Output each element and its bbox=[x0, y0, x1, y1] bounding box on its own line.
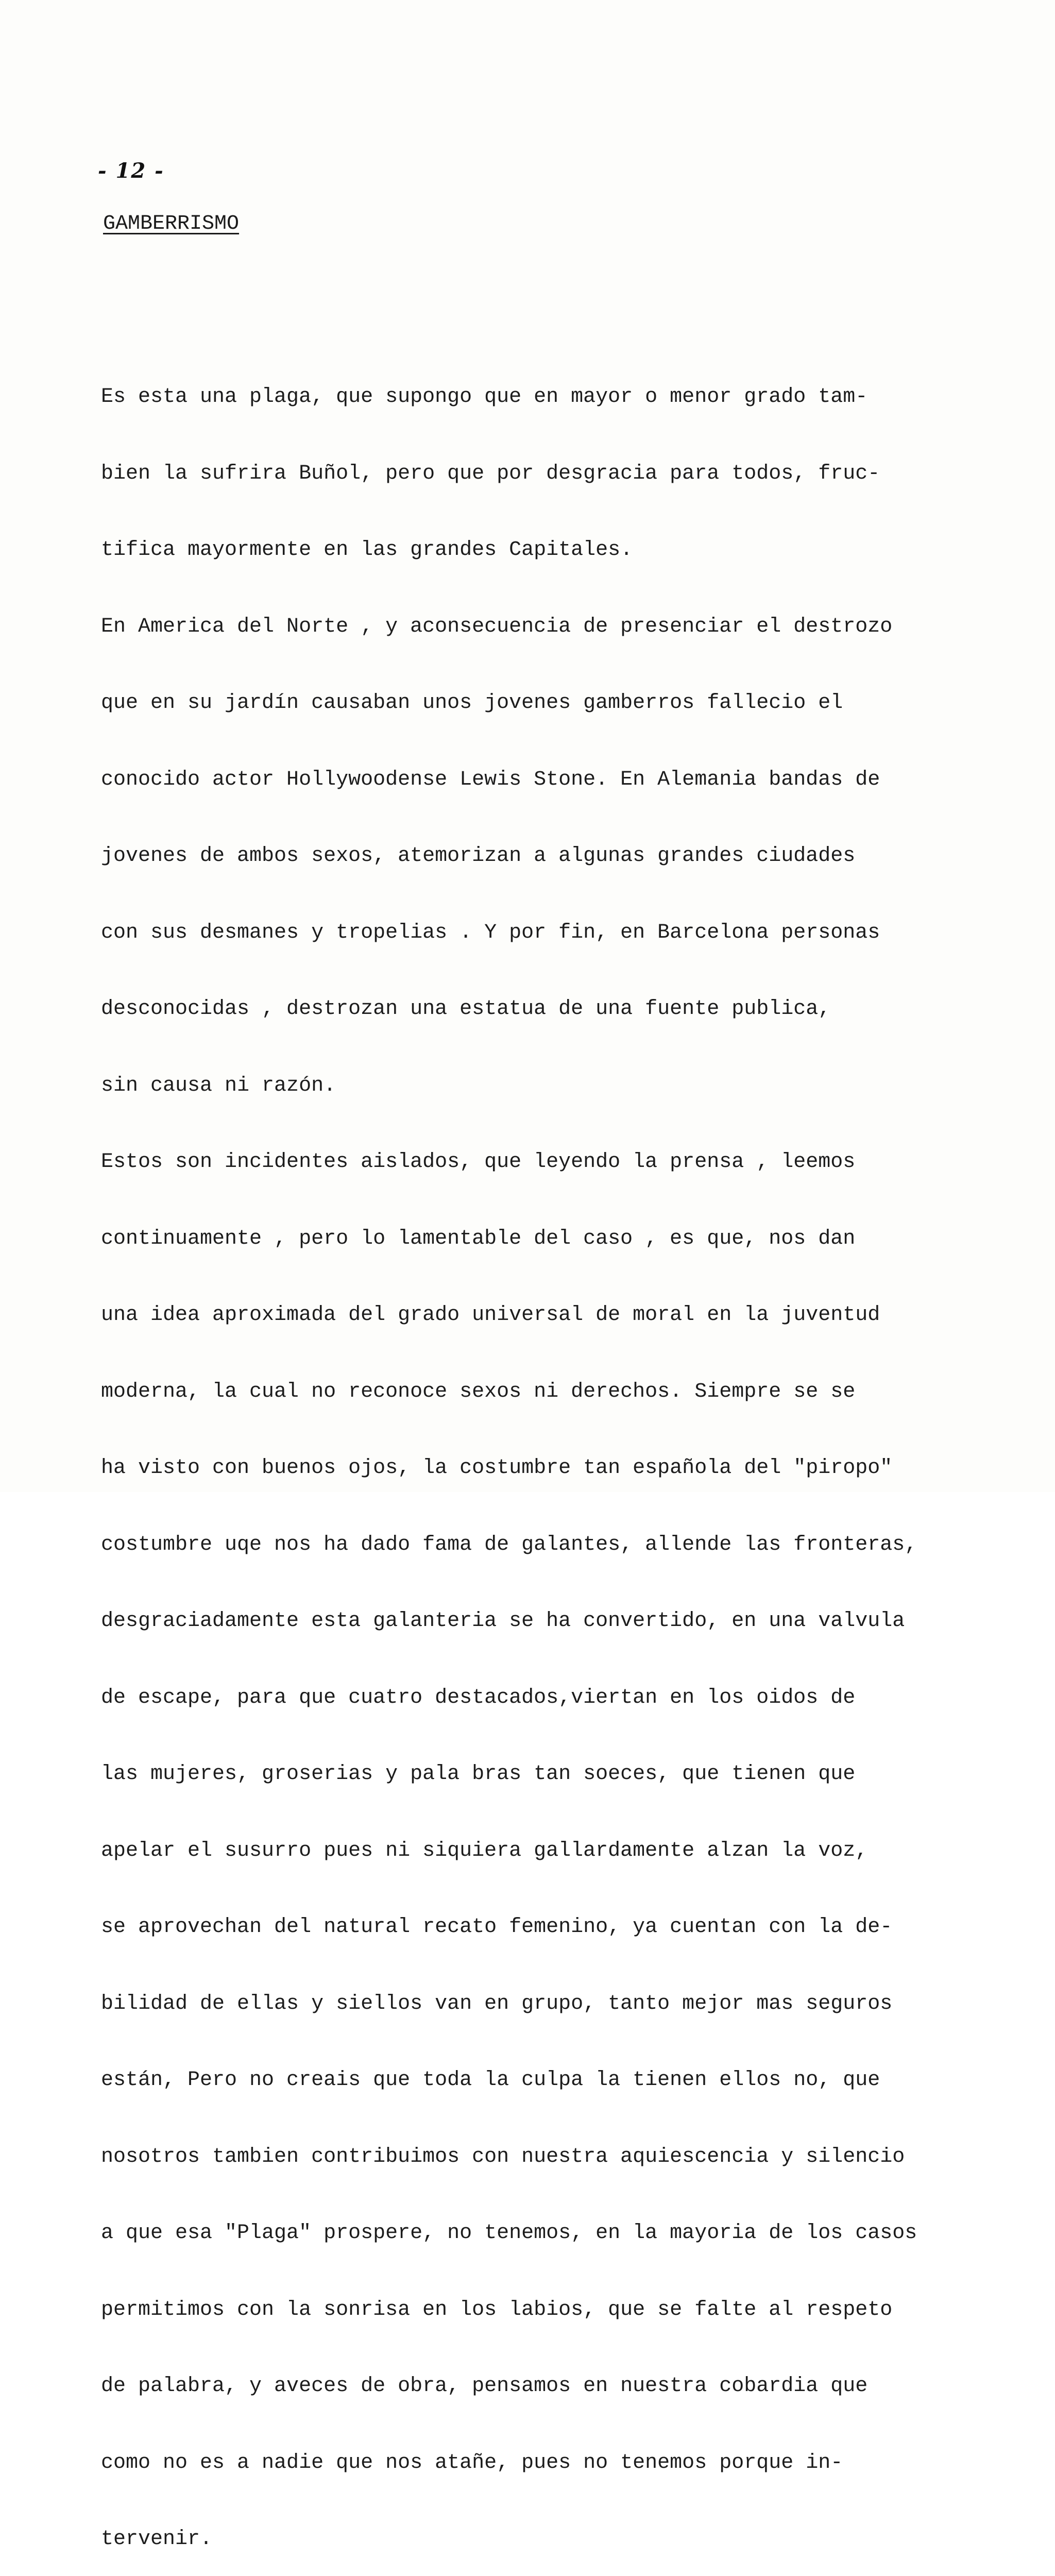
page-number: - 12 - bbox=[98, 159, 164, 183]
text-line: que en su jardín causaban unos jovenes gamberros fallecio el bbox=[101, 691, 843, 715]
text-line: con sus desmanes y tropelias . Y por fin, en Barcelona personas bbox=[101, 921, 880, 944]
document-body bbox=[101, 282, 946, 2576]
text-line: están, Pero no creais que toda la culpa la tienen ellos no, que bbox=[101, 2069, 880, 2092]
text-line: tifica mayormente en las grandes Capitales. bbox=[101, 538, 633, 562]
text-line: continuamente , pero lo lamentable del caso , es que, nos dan bbox=[101, 1227, 856, 1250]
text-line: desgraciadamente esta galanteria se ha convertido, en una valvula bbox=[101, 1609, 905, 1633]
text-line: bilidad de ellas y siellos van en grupo, tanto mejor mas seguros bbox=[101, 1992, 893, 2015]
text-line: desconocidas , destrozan una estatua de una fuente publica, bbox=[101, 997, 831, 1021]
text-line: una idea aproximada del grado universal de moral en la juventud bbox=[101, 1303, 880, 1327]
paragraph-1 bbox=[101, 333, 946, 2576]
text-line: costumbre uqe nos ha dado fama de galantes, allende las fronteras, bbox=[101, 1533, 917, 1556]
text-line: ha visto con buenos ojos, la costumbre tan española del "piropo" bbox=[101, 1456, 893, 1480]
text-line: moderna, la cual no reconoce sexos ni derechos. Siempre se se bbox=[101, 1380, 856, 1403]
text-line: de escape, para que cuatro destacados,viertan en los oidos de bbox=[101, 1686, 856, 1709]
text-line: conocido actor Hollywoodense Lewis Stone. En Alemania bandas de bbox=[101, 768, 880, 791]
text-line: Es esta una plaga, que supongo que en mayor o menor grado tam- bbox=[101, 385, 868, 409]
text-line: bien la sufrira Buñol, pero que por desgracia para todos, fruc- bbox=[101, 462, 880, 485]
section-heading: GAMBERRISMO bbox=[103, 212, 240, 235]
text-line: a que esa "Plaga" prospere, no tenemos, en la mayoria de los casos bbox=[101, 2222, 917, 2245]
text-line: tervenir. bbox=[101, 2528, 213, 2551]
text-line: sin causa ni razón. bbox=[101, 1074, 336, 1097]
text-line: permitimos con la sonrisa en los labios, que se falte al respeto bbox=[101, 2298, 893, 2321]
text-line: se aprovechan del natural recato femenino, ya cuentan con la de- bbox=[101, 1916, 893, 1939]
text-line: jovenes de ambos sexos, atemorizan a algunas grandes ciudades bbox=[101, 844, 856, 868]
text-line: apelar el susurro pues ni siquiera gallardamente alzan la voz, bbox=[101, 1839, 868, 1862]
text-line: nosotros tambien contribuimos con nuestra aquiescencia y silencio bbox=[101, 2145, 905, 2168]
text-line: En America del Norte , y aconsecuencia de presenciar el destrozo bbox=[101, 615, 893, 638]
text-line: Estos son incidentes aislados, que leyendo la prensa , leemos bbox=[101, 1150, 856, 1174]
text-line: las mujeres, groserias y pala bras tan soeces, que tienen que bbox=[101, 1762, 856, 1786]
text-line: de palabra, y aveces de obra, pensamos en nuestra cobardia que bbox=[101, 2375, 868, 2398]
text-line: como no es a nadie que nos atañe, pues no tenemos porque in- bbox=[101, 2451, 843, 2475]
